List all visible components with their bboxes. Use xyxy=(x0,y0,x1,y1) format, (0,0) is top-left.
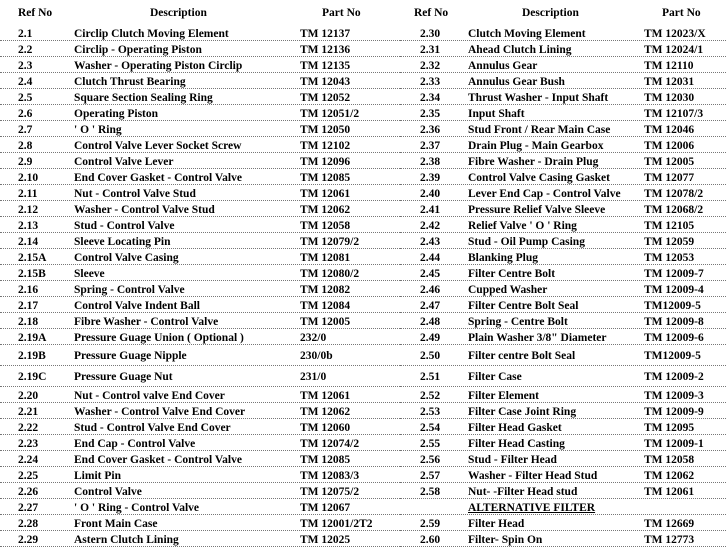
description-cell: Filter- Spin On xyxy=(468,534,543,546)
table-row xyxy=(400,367,726,388)
part-no-cell: TM 12105 xyxy=(644,220,695,232)
ref-no-cell: 2.2 xyxy=(18,44,33,56)
ref-no-cell: 2.60 xyxy=(420,534,441,546)
table-row xyxy=(400,266,726,282)
ref-no-cell: 2.32 xyxy=(420,60,441,72)
part-no-cell: TM 12060 xyxy=(300,422,351,434)
table-row xyxy=(400,170,726,186)
table-row xyxy=(0,186,400,202)
part-no-cell: TM 12110 xyxy=(644,60,694,72)
description-cell: Astern Clutch Lining xyxy=(74,534,179,546)
part-no-cell: TM 12009-4 xyxy=(644,284,704,296)
description-cell: Filter Case Joint Ring xyxy=(468,406,577,418)
description-cell: Pressure Relief Valve Sleeve xyxy=(468,204,606,216)
ref-no-cell: 2.4 xyxy=(18,76,33,88)
part-no-cell: TM 12067 xyxy=(300,502,351,514)
ref-no-cell: 2.39 xyxy=(420,172,441,184)
ref-no-cell: 2.27 xyxy=(18,502,39,514)
part-no-cell: TM 12107/3 xyxy=(644,108,704,120)
description-cell: Filter centre Bolt Seal xyxy=(468,350,576,362)
table-row xyxy=(0,436,400,452)
description-cell: Nut- -Filter Head stud xyxy=(468,486,578,498)
part-no-cell: TM 12096 xyxy=(300,156,351,168)
table-row xyxy=(400,42,726,58)
table-row xyxy=(0,314,400,330)
description-cell: Plain Washer 3/8" Diameter xyxy=(468,332,607,344)
description-cell: Filter Centre Bolt xyxy=(468,268,556,280)
ref-no-cell: 2.47 xyxy=(420,300,441,312)
ref-no-cell: 2.3 xyxy=(18,60,33,72)
description-cell: Spring - Control Valve xyxy=(74,284,185,296)
table-row xyxy=(400,516,726,532)
description-cell: Nut - Control valve End Cover xyxy=(74,390,225,402)
description-cell: Washer - Control Valve End Cover xyxy=(74,406,246,418)
ref-no-cell: 2.25 xyxy=(18,470,39,482)
ref-no-cell: 2.8 xyxy=(18,140,33,152)
description-cell: Filter Head Gasket xyxy=(468,422,562,434)
description-cell: Stud - Oil Pump Casing xyxy=(468,236,585,248)
ref-no-cell: 2.49 xyxy=(420,332,441,344)
description-cell: Washer - Filter Head Stud xyxy=(468,470,598,482)
ref-no-cell: 2.42 xyxy=(420,220,441,232)
table-row xyxy=(0,468,400,484)
ref-no-cell: 2.56 xyxy=(420,454,441,466)
description-cell: Control Valve xyxy=(74,486,142,498)
ref-no-cell: 2.19B xyxy=(18,350,46,362)
header-description: Description xyxy=(150,7,207,19)
part-no-cell: TM 12024/1 xyxy=(644,44,704,56)
ref-no-cell: 2.36 xyxy=(420,124,441,136)
description-cell: Blanking Plug xyxy=(468,252,538,264)
ref-no-cell: 2.35 xyxy=(420,108,441,120)
ref-no-cell: 2.54 xyxy=(420,422,441,434)
ref-no-cell: 2.11 xyxy=(18,188,38,200)
description-cell: Control Valve Lever xyxy=(74,156,174,168)
ref-no-cell: 2.23 xyxy=(18,438,39,450)
description-cell: Fibre Washer - Drain Plug xyxy=(468,156,599,168)
part-no-cell: TM 12031 xyxy=(644,76,695,88)
part-no-cell: TM 12136 xyxy=(300,44,351,56)
description-cell: Spring - Centre Bolt xyxy=(468,316,568,328)
table-row xyxy=(0,106,400,122)
part-no-cell: TM 12009-8 xyxy=(644,316,704,328)
description-cell: Control Valve Casing xyxy=(74,252,179,264)
table-row xyxy=(400,388,726,404)
description-cell: Limit Pin xyxy=(74,470,121,482)
table-row xyxy=(400,122,726,138)
ref-no-cell: 2.57 xyxy=(420,470,441,482)
header-part-no: Part No xyxy=(662,7,701,19)
ref-no-cell: 2.53 xyxy=(420,406,441,418)
header-row xyxy=(0,0,400,26)
description-cell: Circlip - Operating Piston xyxy=(74,44,202,56)
part-no-cell: TM12009-5 xyxy=(644,300,701,312)
ref-no-cell: 2.22 xyxy=(18,422,39,434)
ref-no-cell: 2.15A xyxy=(18,252,47,264)
ref-no-cell: 2.55 xyxy=(420,438,441,450)
table-row xyxy=(0,330,400,346)
part-no-cell: TM 12009-1 xyxy=(644,438,704,450)
table-row xyxy=(0,346,400,367)
description-cell: Filter Head Casting xyxy=(468,438,565,450)
description-cell: Stud - Control Valve xyxy=(74,220,175,232)
ref-no-cell: 2.31 xyxy=(420,44,441,56)
ref-no-cell: 2.43 xyxy=(420,236,441,248)
table-row xyxy=(0,218,400,234)
table-row xyxy=(400,346,726,367)
table-row xyxy=(0,404,400,420)
part-no-cell: 232/0 xyxy=(300,332,327,344)
part-no-cell: TM 12009-2 xyxy=(644,371,704,383)
table-row xyxy=(0,298,400,314)
description-cell: Annulus Gear Bush xyxy=(468,76,565,88)
part-no-cell: TM 12075/2 xyxy=(300,486,360,498)
part-no-cell: TM 12052 xyxy=(300,92,351,104)
description-cell: Square Section Sealing Ring xyxy=(74,92,213,104)
table-row xyxy=(0,74,400,90)
part-no-cell: TM 12006 xyxy=(644,140,695,152)
ref-no-cell: 2.16 xyxy=(18,284,39,296)
table-row xyxy=(0,202,400,218)
part-no-cell: TM 12077 xyxy=(644,172,695,184)
table-row xyxy=(400,468,726,484)
ref-no-cell: 2.6 xyxy=(18,108,33,120)
ref-no-cell: 2.52 xyxy=(420,390,441,402)
table-row xyxy=(400,484,726,500)
ref-no-cell: 2.20 xyxy=(18,390,39,402)
table-row xyxy=(0,26,400,42)
table-row xyxy=(0,516,400,532)
header-row xyxy=(400,0,726,26)
table-row xyxy=(0,250,400,266)
ref-no-cell: 2.28 xyxy=(18,518,39,530)
ref-no-cell: 2.12 xyxy=(18,204,39,216)
description-cell: Fibre Washer - Control Valve xyxy=(74,316,219,328)
ref-no-cell: 2.41 xyxy=(420,204,441,216)
ref-no-cell: 2.37 xyxy=(420,140,441,152)
description-cell: Clutch Moving Element xyxy=(468,28,586,40)
table-row xyxy=(400,500,726,516)
table-row xyxy=(400,452,726,468)
table-row xyxy=(0,282,400,298)
table-row xyxy=(400,74,726,90)
part-no-cell: TM 12081 xyxy=(300,252,351,264)
ref-no-cell: 2.18 xyxy=(18,316,39,328)
part-no-cell: TM 12005 xyxy=(644,156,695,168)
part-no-cell: TM 12095 xyxy=(644,422,695,434)
ref-no-cell: 2.13 xyxy=(18,220,39,232)
part-no-cell: TM 12669 xyxy=(644,518,695,530)
table-row xyxy=(400,314,726,330)
header-ref-no: Ref No xyxy=(414,7,449,19)
description-cell: Circlip Clutch Moving Element xyxy=(74,28,229,40)
description-cell: ALTERNATIVE FILTER xyxy=(468,502,596,514)
description-cell: Control Valve Lever Socket Screw xyxy=(74,140,242,152)
part-no-cell: TM 12023/X xyxy=(644,28,706,40)
part-no-cell: TM 12135 xyxy=(300,60,351,72)
description-cell: Drain Plug - Main Gearbox xyxy=(468,140,604,152)
header-description: Description xyxy=(522,7,579,19)
table-row xyxy=(400,26,726,42)
description-cell: Stud Front / Rear Main Case xyxy=(468,124,611,136)
part-no-cell: TM 12025 xyxy=(300,534,351,546)
part-no-cell: TM 12046 xyxy=(644,124,695,136)
description-cell: Relief Valve ' O ' Ring xyxy=(468,220,577,232)
part-no-cell: TM 12005 xyxy=(300,316,351,328)
ref-no-cell: 2.30 xyxy=(420,28,441,40)
ref-no-cell: 2.48 xyxy=(420,316,441,328)
description-cell: Stud - Filter Head xyxy=(468,454,557,466)
ref-no-cell: 2.1 xyxy=(18,28,33,40)
part-no-cell: TM 12083/3 xyxy=(300,470,360,482)
ref-no-cell: 2.50 xyxy=(420,350,441,362)
description-cell: Lever End Cap - Control Valve xyxy=(468,188,621,200)
part-no-cell: TM 12059 xyxy=(644,236,695,248)
ref-no-cell: 2.33 xyxy=(420,76,441,88)
ref-no-cell: 2.21 xyxy=(18,406,39,418)
ref-no-cell: 2.9 xyxy=(18,156,33,168)
description-cell: Clutch Thrust Bearing xyxy=(74,76,186,88)
table-row xyxy=(0,500,400,516)
ref-no-cell: 2.14 xyxy=(18,236,39,248)
part-no-cell: TM 12102 xyxy=(300,140,351,152)
ref-no-cell: 2.38 xyxy=(420,156,441,168)
part-no-cell: TM 12085 xyxy=(300,454,351,466)
description-cell: Washer - Control Valve Stud xyxy=(74,204,215,216)
part-no-cell: 230/0b xyxy=(300,350,333,362)
table-row xyxy=(0,154,400,170)
description-cell: End Cap - Control Valve xyxy=(74,438,196,450)
description-cell: Filter Head xyxy=(468,518,525,530)
part-no-cell: TM 12061 xyxy=(300,188,351,200)
part-no-cell: TM 12061 xyxy=(644,486,695,498)
table-row xyxy=(400,436,726,452)
part-no-cell: TM 12080/2 xyxy=(300,268,360,280)
part-no-cell: TM 12061 xyxy=(300,390,351,402)
part-no-cell: TM12009-5 xyxy=(644,350,701,362)
ref-no-cell: 2.26 xyxy=(18,486,39,498)
table-row xyxy=(0,420,400,436)
part-no-cell: TM 12058 xyxy=(644,454,695,466)
ref-no-cell: 2.44 xyxy=(420,252,441,264)
table-row xyxy=(400,106,726,122)
description-cell: Pressure Guage Nut xyxy=(74,371,173,383)
part-no-cell: TM 12050 xyxy=(300,124,351,136)
description-cell: Sleeve Locating Pin xyxy=(74,236,171,248)
description-cell: Control Valve Indent Ball xyxy=(74,300,200,312)
ref-no-cell: 2.51 xyxy=(420,371,441,383)
table-row xyxy=(0,234,400,250)
header-part-no: Part No xyxy=(322,7,361,19)
ref-no-cell: 2.34 xyxy=(420,92,441,104)
part-no-cell: TM 12009-6 xyxy=(644,332,704,344)
description-cell: Pressure Guage Nipple xyxy=(74,350,187,362)
table-row xyxy=(400,330,726,346)
part-no-cell: TM 12009-3 xyxy=(644,390,704,402)
ref-no-cell: 2.46 xyxy=(420,284,441,296)
ref-no-cell: 2.24 xyxy=(18,454,39,466)
ref-no-cell: 2.59 xyxy=(420,518,441,530)
part-no-cell: TM 12053 xyxy=(644,252,695,264)
description-cell: Sleeve xyxy=(74,268,105,280)
description-cell: Filter Case xyxy=(468,371,522,383)
description-cell: Thrust Washer - Input Shaft xyxy=(468,92,609,104)
table-row xyxy=(0,90,400,106)
description-cell: Pressure Guage Union ( Optional ) xyxy=(74,332,244,344)
part-no-cell: TM 12082 xyxy=(300,284,351,296)
description-cell: Filter Element xyxy=(468,390,539,402)
description-cell: Annulus Gear xyxy=(468,60,538,72)
table-row xyxy=(400,250,726,266)
part-no-cell: TM 12079/2 xyxy=(300,236,360,248)
table-row xyxy=(400,218,726,234)
description-cell: Control Valve Casing Gasket xyxy=(468,172,610,184)
table-row xyxy=(0,42,400,58)
table-row xyxy=(0,58,400,74)
part-no-cell: 231/0 xyxy=(300,371,327,383)
description-cell: Cupped Washer xyxy=(468,284,548,296)
description-cell: Washer - Operating Piston Circlip xyxy=(74,60,243,72)
ref-no-cell: 2.19C xyxy=(18,371,47,383)
ref-no-cell: 2.10 xyxy=(18,172,39,184)
table-row xyxy=(0,484,400,500)
description-cell: Filter Centre Bolt Seal xyxy=(468,300,579,312)
part-no-cell: TM 12009-7 xyxy=(644,268,704,280)
description-cell: Nut - Control Valve Stud xyxy=(74,188,196,200)
part-no-cell: TM 12051/2 xyxy=(300,108,360,120)
part-no-cell: TM 12773 xyxy=(644,534,695,546)
description-cell: Front Main Case xyxy=(74,518,158,530)
part-no-cell: TM 12062 xyxy=(300,406,351,418)
description-cell: Ahead Clutch Lining xyxy=(468,44,572,56)
description-cell: ' O ' Ring xyxy=(74,124,122,136)
ref-no-cell: 2.45 xyxy=(420,268,441,280)
table-row xyxy=(400,404,726,420)
ref-no-cell: 2.15B xyxy=(18,268,46,280)
description-cell: Stud - Control Valve End Cover xyxy=(74,422,231,434)
table-row xyxy=(400,58,726,74)
part-no-cell: TM 12068/2 xyxy=(644,204,704,216)
ref-no-cell: 2.19A xyxy=(18,332,47,344)
description-cell: End Cover Gasket - Control Valve xyxy=(74,172,242,184)
ref-no-cell: 2.29 xyxy=(18,534,39,546)
description-cell: Operating Piston xyxy=(74,108,159,120)
table-row xyxy=(0,388,400,404)
part-no-cell: TM 12009-9 xyxy=(644,406,704,418)
description-cell: End Cover Gasket - Control Valve xyxy=(74,454,242,466)
table-row xyxy=(0,532,400,548)
parts-table-right xyxy=(400,0,726,548)
table-row xyxy=(0,122,400,138)
ref-no-cell: 2.58 xyxy=(420,486,441,498)
description-cell: Input Shaft xyxy=(468,108,525,120)
ref-no-cell: 2.5 xyxy=(18,92,33,104)
ref-no-cell: 2.40 xyxy=(420,188,441,200)
table-row xyxy=(0,452,400,468)
part-no-cell: TM 12137 xyxy=(300,28,351,40)
part-no-cell: TM 12062 xyxy=(300,204,351,216)
table-row xyxy=(0,138,400,154)
table-row xyxy=(0,367,400,388)
description-cell: ' O ' Ring - Control Valve xyxy=(74,502,200,514)
part-no-cell: TM 12062 xyxy=(644,470,695,482)
table-row xyxy=(400,138,726,154)
part-no-cell: TM 12001/2T2 xyxy=(300,518,373,530)
table-row xyxy=(400,282,726,298)
part-no-cell: TM 12074/2 xyxy=(300,438,360,450)
table-row xyxy=(400,420,726,436)
part-no-cell: TM 12058 xyxy=(300,220,351,232)
table-row xyxy=(0,266,400,282)
part-no-cell: TM 12078/2 xyxy=(644,188,704,200)
table-row xyxy=(400,90,726,106)
table-row xyxy=(400,202,726,218)
table-row xyxy=(400,298,726,314)
header-ref-no: Ref No xyxy=(18,7,53,19)
table-row xyxy=(0,170,400,186)
table-row xyxy=(400,186,726,202)
table-row xyxy=(400,532,726,548)
table-row xyxy=(400,234,726,250)
part-no-cell: TM 12030 xyxy=(644,92,695,104)
part-no-cell: TM 12043 xyxy=(300,76,351,88)
part-no-cell: TM 12084 xyxy=(300,300,351,312)
ref-no-cell: 2.17 xyxy=(18,300,39,312)
table-row xyxy=(400,154,726,170)
ref-no-cell: 2.7 xyxy=(18,124,33,136)
part-no-cell: TM 12085 xyxy=(300,172,351,184)
